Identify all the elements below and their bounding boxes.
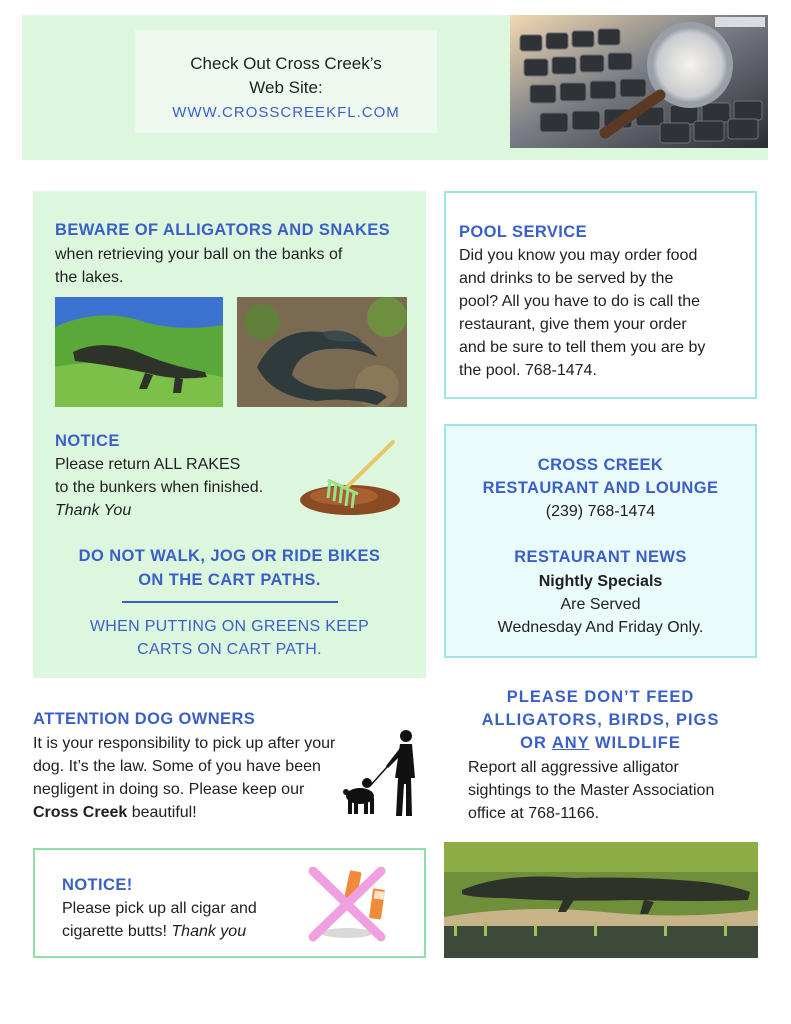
wildlife-report-line-3: office at 768-1166. xyxy=(468,805,600,822)
cart-path-warning-line-2: ON THE CART PATHS. xyxy=(138,571,321,589)
pool-service-line-3: pool? All you have to do is call the xyxy=(459,293,701,310)
cigar-notice-thanks: Thank you xyxy=(171,923,247,940)
website-callout xyxy=(135,30,437,133)
no-cigarettes-icon xyxy=(307,867,395,943)
cigar-notice-text: cigarette butts! xyxy=(62,923,172,940)
alligator-grass-photo xyxy=(444,842,758,958)
dog-owners-line-2: dog. It’s the law. Some of you have been xyxy=(33,758,321,775)
cigar-notice-line-2 xyxy=(62,920,246,943)
specials-days-text: Wednesday And Friday Only. xyxy=(497,619,704,636)
cigar-notice-box xyxy=(33,848,426,958)
snake-photo xyxy=(237,297,407,407)
wildlife-or-text: OR xyxy=(520,734,552,752)
dog-owners-heading: ATTENTION DOG OWNERS xyxy=(33,710,256,728)
alligator-warning-line-2: the lakes. xyxy=(55,269,124,286)
greens-notice-line-1: WHEN PUTTING ON GREENS KEEP xyxy=(89,618,370,635)
website-url-link[interactable]: WWW.CROSSCREEKFL.COM xyxy=(172,104,400,121)
rakes-notice-line-2: to the bunkers when finished. xyxy=(55,479,264,496)
pool-service-line-4: restaurant, give them your order xyxy=(459,316,687,333)
beautiful-text: beautiful! xyxy=(127,804,197,821)
restaurant-news-heading: RESTAURANT NEWS xyxy=(514,548,687,566)
wildlife-any-emphasis: ANY xyxy=(551,734,590,752)
rakes-notice-heading: NOTICE xyxy=(55,432,120,450)
divider-rule xyxy=(122,601,338,603)
cigar-notice-line-1: Please pick up all cigar and xyxy=(62,900,257,917)
wildlife-report-line-1: Report all aggressive alligator xyxy=(468,759,679,776)
alligator-warning-heading: BEWARE OF ALLIGATORS AND SNAKES xyxy=(55,221,391,239)
restaurant-name-line-2: RESTAURANT AND LOUNGE xyxy=(482,479,719,497)
pool-service-line-6: the pool. 768-1474. xyxy=(459,362,597,379)
nightly-specials-label: Nightly Specials xyxy=(538,573,663,590)
wildlife-report-line-2: sightings to the Master Association xyxy=(468,782,715,799)
pool-service-line-1: Did you know you may order food xyxy=(459,247,698,264)
specials-served-text: Are Served xyxy=(560,596,641,613)
greens-notice-line-2: CARTS ON CART PATH. xyxy=(137,641,322,658)
cart-path-warning-line-1: DO NOT WALK, JOG OR RIDE BIKES xyxy=(78,547,381,565)
wildlife-heading-line-2: ALLIGATORS, BIRDS, PIGS xyxy=(481,711,720,729)
cross-creek-bold: Cross Creek xyxy=(33,804,128,821)
pool-service-line-2: and drinks to be served by the xyxy=(459,270,674,287)
wildlife-heading-line-1: PLEASE DON’T FEED xyxy=(506,688,695,706)
dog-owners-line-3: negligent in doing so. Please keep our xyxy=(33,781,305,798)
restaurant-name-line-1: CROSS CREEK xyxy=(537,456,664,474)
dog-walker-icon xyxy=(340,726,430,818)
restaurant-box xyxy=(444,424,757,658)
wildlife-word: WILDLIFE xyxy=(589,734,681,752)
pool-service-box xyxy=(444,191,757,399)
dog-owners-line-4 xyxy=(33,801,197,824)
website-line-2: Web Site: xyxy=(249,78,323,97)
alligator-warning-line-1: when retrieving your ball on the banks of xyxy=(55,246,343,263)
rakes-notice-thanks: Thank You xyxy=(55,502,132,519)
pool-service-heading: POOL SERVICE xyxy=(459,223,587,241)
rake-icon xyxy=(298,440,410,518)
alligator-photo xyxy=(55,297,223,407)
restaurant-phone: (239) 768-1474 xyxy=(545,503,656,520)
cigar-notice-heading: NOTICE! xyxy=(62,876,133,894)
pool-service-line-5: and be sure to tell them you are by xyxy=(459,339,706,356)
dog-owners-line-1: It is your responsibility to pick up after your xyxy=(33,735,336,752)
keyboard-magnifier-photo xyxy=(510,15,768,148)
website-line-1: Check Out Cross Creek’s xyxy=(190,54,382,73)
rakes-notice-line-1: Please return ALL RAKES xyxy=(55,456,241,473)
wildlife-heading-line-3 xyxy=(444,732,757,754)
